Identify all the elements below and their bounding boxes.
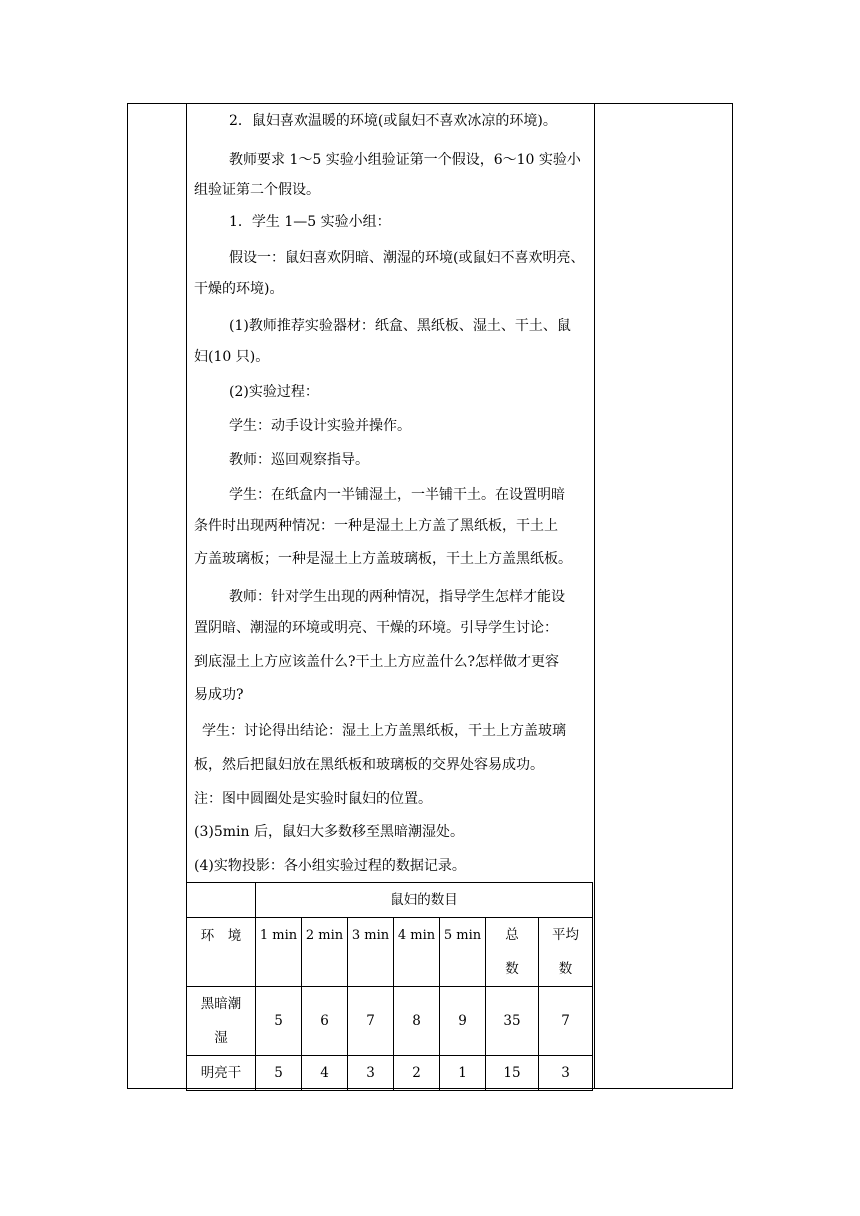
env-header: 环 境 bbox=[187, 918, 256, 987]
time-header: 5 min bbox=[440, 918, 486, 987]
paragraph-line: 组验证第二个假设。 bbox=[194, 182, 320, 198]
paragraph-line: 板，然后把鼠妇放在黑纸板和玻璃板的交界处容易成功。 bbox=[194, 757, 544, 773]
paragraph-line: 假设一：鼠妇喜欢阴暗、潮湿的环境(或鼠妇不喜欢明亮、 bbox=[229, 250, 585, 266]
env-cell-line-1: 黑暗潮 bbox=[200, 996, 242, 1012]
value-cell: 3 bbox=[348, 1056, 394, 1091]
paragraph-line: 教师：针对学生出现的两种情况，指导学生怎样才能设 bbox=[229, 589, 565, 605]
env-cell: 明亮干 bbox=[187, 1056, 256, 1091]
avg-header-line-2: 数 bbox=[558, 961, 573, 977]
table-header-row bbox=[187, 883, 593, 918]
total-header-line-1: 总 bbox=[505, 927, 519, 943]
value-cell: 5 bbox=[256, 987, 302, 1056]
paragraph-line: 2．鼠妇喜欢温暖的环境(或鼠妇不喜欢冰凉的环境)。 bbox=[229, 113, 557, 129]
value-cell: 2 bbox=[394, 1056, 440, 1091]
time-header: 3 min bbox=[348, 918, 394, 987]
value-cell: 7 bbox=[348, 987, 394, 1056]
paragraph-line: 1．学生 1—5 实验小组： bbox=[229, 214, 391, 230]
paragraph-line: 注：图中圆圈处是实验时鼠妇的位置。 bbox=[194, 791, 432, 807]
total-header-line-2: 数 bbox=[505, 961, 519, 977]
value-cell: 35 bbox=[486, 987, 539, 1056]
group-header: 鼠妇的数目 bbox=[256, 883, 593, 918]
paragraph-line: 学生：在纸盒内一半铺湿土，一半铺干土。在设置明暗 bbox=[229, 487, 565, 503]
table-corner-cell bbox=[187, 883, 256, 918]
time-header: 1 min bbox=[256, 918, 302, 987]
value-cell: 5 bbox=[256, 1056, 302, 1091]
avg-header-line-1: 平均 bbox=[552, 927, 579, 943]
paragraph-line: 易成功? bbox=[194, 687, 244, 703]
paragraph-line: (2)实验过程： bbox=[229, 384, 319, 400]
table-row bbox=[187, 1056, 593, 1091]
paragraph-line: (4)实物投影：各小组实验过程的数据记录。 bbox=[194, 858, 466, 874]
paragraph-line: 学生：动手设计实验并操作。 bbox=[229, 418, 411, 434]
value-cell: 7 bbox=[539, 987, 593, 1056]
table-subheader-row bbox=[187, 918, 593, 987]
value-cell: 3 bbox=[539, 1056, 593, 1091]
env-cell bbox=[187, 987, 256, 1056]
value-cell: 4 bbox=[302, 1056, 348, 1091]
value-cell: 1 bbox=[440, 1056, 486, 1091]
value-cell: 8 bbox=[394, 987, 440, 1056]
value-cell: 9 bbox=[440, 987, 486, 1056]
total-header bbox=[486, 918, 539, 987]
paragraph-line: 干燥的环境)。 bbox=[194, 281, 284, 297]
env-cell-line-2: 湿 bbox=[214, 1030, 228, 1046]
paragraph-line: (1)教师推荐实验器材：纸盒、黑纸板、湿土、干土、鼠 bbox=[229, 318, 571, 334]
paragraph-line: (3)5min 后，鼠妇大多数移至黑暗潮湿处。 bbox=[194, 824, 464, 840]
paragraph-line: 学生：讨论得出结论：湿土上方盖黑纸板，干土上方盖玻璃 bbox=[202, 723, 566, 739]
table-row bbox=[187, 987, 593, 1056]
paragraph-line: 到底湿土上方应该盖什么?干土上方应盖什么?怎样做才更容 bbox=[194, 654, 560, 670]
paragraph-line: 置阴暗、潮湿的环境或明亮、干燥的环境。引导学生讨论： bbox=[194, 620, 558, 636]
data-table bbox=[186, 882, 593, 1091]
time-header: 2 min bbox=[302, 918, 348, 987]
paragraph-line: 方盖玻璃板；一种是湿土上方盖玻璃板，干土上方盖黑纸板。 bbox=[194, 551, 572, 567]
paragraph-line: 妇(10 只)。 bbox=[194, 349, 270, 365]
avg-header bbox=[539, 918, 593, 987]
paragraph-line: 条件时出现两种情况：一种是湿土上方盖了黑纸板，干土上 bbox=[194, 518, 558, 534]
value-cell: 15 bbox=[486, 1056, 539, 1091]
paragraph-line: 教师：巡回观察指导。 bbox=[229, 452, 369, 468]
value-cell: 6 bbox=[302, 987, 348, 1056]
time-header: 4 min bbox=[394, 918, 440, 987]
paragraph-line: 教师要求 1～5 实验小组验证第一个假设，6～10 实验小 bbox=[229, 152, 581, 168]
